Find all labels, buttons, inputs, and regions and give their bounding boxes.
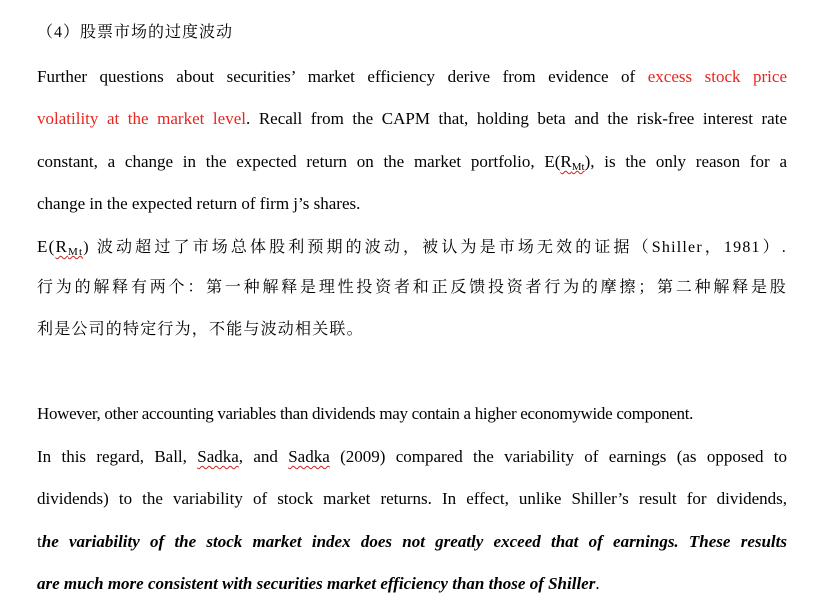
- para3-line5: are much more consistent with securities market efficiency than those of Shiller.: [37, 574, 600, 593]
- spellcheck-mark: Sadka: [288, 447, 330, 466]
- spellcheck-mark: $R_{Mt}$: [55, 237, 84, 258]
- para3-line3: dividends) to the variability of stock market returns. In effect, unlike Shiller’s result for dividends,: [37, 489, 787, 508]
- para3-line1: However, other accounting variables than dividends may contain a higher economywide component.: [37, 404, 694, 423]
- emphasis-text: he variability of the stock market index does not greatly exceed that of earnings. These results: [41, 532, 787, 551]
- para2-line1: $E(R_{Mt})$ 波动超过了市场总体股利预期的波动，被认为是市场无效的证据（Shiller，1981）.: [37, 237, 787, 258]
- para1-line4: change in the expected return of firm j’s shares.: [37, 194, 361, 213]
- highlight-red: excess stock price: [647, 67, 787, 86]
- spellcheck-mark: $R_{Mt}$: [560, 152, 585, 173]
- emphasis-text: are much more consistent with securities market efficiency than those of Shiller: [37, 574, 596, 593]
- para3-line2: In this regard, Ball, Sadka, and Sadka (2009) compared the variability of earnings (as opposed to: [37, 447, 788, 466]
- para2-line2: 行为的解释有两个：第一种解释是理性投资者和正反馈投资者行为的摩擦；第二种解释是股: [37, 279, 787, 296]
- section-heading: （4）股票市场的过度波动: [37, 24, 234, 41]
- para3-line4: the variability of the stock market index does not greatly exceed that of earnings. These results: [37, 532, 787, 551]
- para1-line3: constant, a change in the expected return on the market portfolio, $E(R_{Mt})$, is the only reason for a: [37, 152, 787, 173]
- para2-line3: 利是公司的特定行为，不能与波动相关联。: [37, 321, 364, 338]
- highlight-red: volatility at the market level: [37, 109, 246, 128]
- para1-line1: Further questions about securities’ market efficiency derive from evidence of excess stock price: [37, 67, 787, 86]
- spellcheck-mark: Sadka: [197, 447, 239, 466]
- para1-line2: volatility at the market level. Recall from the CAPM that, holding beta and the risk-free interest rate: [37, 109, 787, 128]
